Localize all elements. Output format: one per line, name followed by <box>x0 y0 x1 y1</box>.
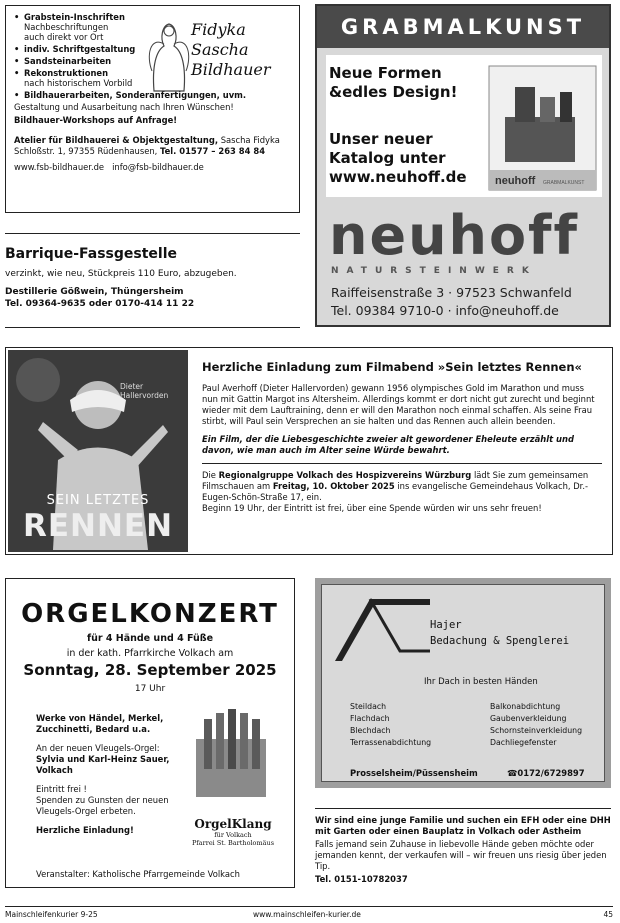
phone: ☎0172/6729897 <box>507 768 585 778</box>
neuhoff-logo: neuhoff <box>329 204 580 267</box>
divider <box>202 463 602 464</box>
organizer: Veranstalter: Katholische Pfarrgemeinde Volkach <box>36 869 240 879</box>
concert-title: ORGELKONZERT <box>21 599 279 629</box>
headline: Barrique-Fassgestelle <box>5 246 178 262</box>
poster-title-main: RENNEN <box>22 508 174 544</box>
email-link[interactable]: info@fsb-bildhauer.de <box>112 162 204 172</box>
organ-icon <box>186 709 276 799</box>
works: Werke von Händel, Merkel, Zucchinetti, Bedard u.a. <box>36 713 164 734</box>
film-synopsis: Paul Averhoff (Dieter Hallervorden) gewann 1956 olympisches Gold im Marathon und muss nun mit Gattin Margot ins Altersheim. Allerdings kommt er dort nicht gut zurecht und beginnt wieder mit dem Lauftraining, denn er will den Marathon noch einmal schaffen. Als seine Frau stirbt, will Paul sein Versprechen an sie halten und das Rennen auch allein beenden. <box>202 383 595 426</box>
fidyka-ad <box>5 5 300 213</box>
slogan: Ihr Dach in besten Händen <box>424 677 538 687</box>
film-ad <box>5 347 613 555</box>
orgelkonzert-ad <box>5 578 295 888</box>
family-ad <box>315 808 611 898</box>
service-list-1: Steildach Flachdach Blechdach Terrassenabdichtung <box>350 702 432 747</box>
catalog-text: Unser neuer Katalog unter www.neuhoff.de <box>329 130 467 186</box>
svg-text:GRABMALKUNST: GRABMALKUNST <box>543 180 585 186</box>
hajer-ad <box>315 578 611 788</box>
service-item: • Grabstein-Inschriften Nachbeschriftungen auch direkt vor Ort <box>14 12 291 42</box>
service-item: • Bildhauerarbeiten, Sonderanfertigungen, uvm. <box>14 90 291 100</box>
poster-actor: Dieter Hallervorden <box>120 382 169 400</box>
donation: Eintritt frei ! Spenden zu Gunsten der neuen Vleugels-Orgel erbeten. <box>36 784 169 816</box>
roof-icon <box>330 591 440 671</box>
forms-text: Neue Formen &edles Design! <box>329 64 458 101</box>
orgelklang-logo: OrgelKlang <box>194 817 272 831</box>
film-tagline: Ein Film, der die Liebesgeschichte zweier alt gewordener Eheleute erzählt und davon, wie man auch im Alter seine Würde bewahrt. <box>202 434 574 455</box>
address: Schloßstr. 1, 97355 Rüdenhausen, Tel. 01577 – 263 84 84 <box>14 146 266 156</box>
company-name-sub: Bedachung & Spenglerei <box>430 635 570 647</box>
barrique-ad <box>5 233 300 328</box>
website-link[interactable]: www.mainschleifen-kurier.de <box>253 910 361 919</box>
location: Prosselsheim/Püssensheim <box>350 768 478 778</box>
family-phone: Tel. 0151-10782037 <box>315 874 408 884</box>
service-item: • indiv. Schriftgestaltung <box>14 44 291 54</box>
web-link[interactable]: www.fsb-bildhauer.de <box>14 162 105 172</box>
film-start: Beginn 19 Uhr, der Eintritt ist frei, über eine Spende würden wir uns sehr freuen! <box>202 503 542 513</box>
performers: An der neuen Vleugels-Orgel: Sylvia und Karl-Heinz Sauer, Volkach <box>36 743 170 775</box>
service-item: • Sandsteinarbeiten <box>14 56 291 66</box>
film-headline: Herzliche Einladung zum Filmabend »Sein letztes Rennen« <box>202 360 582 374</box>
film-poster-image <box>8 350 188 552</box>
svg-text:neuhoff: neuhoff <box>495 175 536 187</box>
logo-name: Fidyka Sascha Bildhauer <box>191 20 271 79</box>
page-footer <box>5 906 613 920</box>
orgelklang-sub: für Volkach <box>214 831 252 839</box>
contact <box>14 162 291 173</box>
family-headline: Wir sind eine junge Familie und suchen ein EFH oder eine DHH mit Garten oder einen Bauplatz in Volkach oder Astheim <box>315 815 611 836</box>
atelier: Atelier für Bildhauerei & Objektgestaltung, Sascha Fidyka <box>14 135 280 145</box>
address: Raiffeisenstraße 3 · 97523 Schwanfeld Tel. 09384 9710-0 · info@neuhoff.de <box>331 285 572 318</box>
banner: GRABMALKUNST <box>317 6 609 48</box>
phone: Tel. 09364-9635 oder 0170-414 11 22 <box>5 299 195 309</box>
workshop: Bildhauer-Workshops auf Anfrage! <box>14 115 178 125</box>
concert-details <box>36 713 186 844</box>
seller: Destillerie Gößwein, Thüngersheim <box>5 287 184 297</box>
family-text: Falls jemand sein Zuhause in liebevolle Hände geben möchte oder jemanden kennt, der verkaufen will – wir freuen uns riesig über jeden Tip. <box>315 839 607 871</box>
catalog-cover-image <box>485 62 600 194</box>
concert-date: Sonntag, 28. September 2025 <box>23 661 277 679</box>
logo-sub: NATURSTEINWERK <box>331 266 537 276</box>
concert-location: in der kath. Pfarrkirche Volkach am <box>66 648 234 659</box>
service-item: • Rekonstruktionen nach historischem Vorbild <box>14 68 291 88</box>
invite: Herzliche Einladung! <box>36 825 134 835</box>
description: verzinkt, wie neu, Stückpreis 110 Euro, abzugeben. <box>5 269 237 279</box>
orgelklang-parish: Pfarrei St. Bartholomäus <box>191 839 275 847</box>
note: Gestaltung und Ausarbeitung nach Ihren Wünschen! <box>14 102 234 112</box>
poster-title-top: SEIN LETZTES <box>46 493 150 508</box>
concert-time: 17 Uhr <box>134 684 166 694</box>
angel-icon <box>144 16 194 96</box>
company-name: Hajer <box>430 619 462 631</box>
film-invitation: Die Regionalgruppe Volkach des Hospizvereins Würzburg lädt Sie zum gemeinsamen Filmschauen am Freitag, 10. Oktober 2025 ins evangelische Gemeindehaus Volkach, Dr.-Eugen-Schön-Straße 17, ein. <box>202 470 589 502</box>
concert-subtitle: für 4 Hände und 4 Füße <box>86 633 214 644</box>
service-list-2: Balkonabdichtung Gaubenverkleidung Schornsteinverkleidung Dachliegefenster <box>490 702 583 747</box>
page-number: 45 <box>603 910 613 919</box>
film-text <box>202 360 602 521</box>
neuhoff-ad <box>315 4 611 327</box>
publication: Mainschleifenkurier 9-25 <box>5 910 98 919</box>
